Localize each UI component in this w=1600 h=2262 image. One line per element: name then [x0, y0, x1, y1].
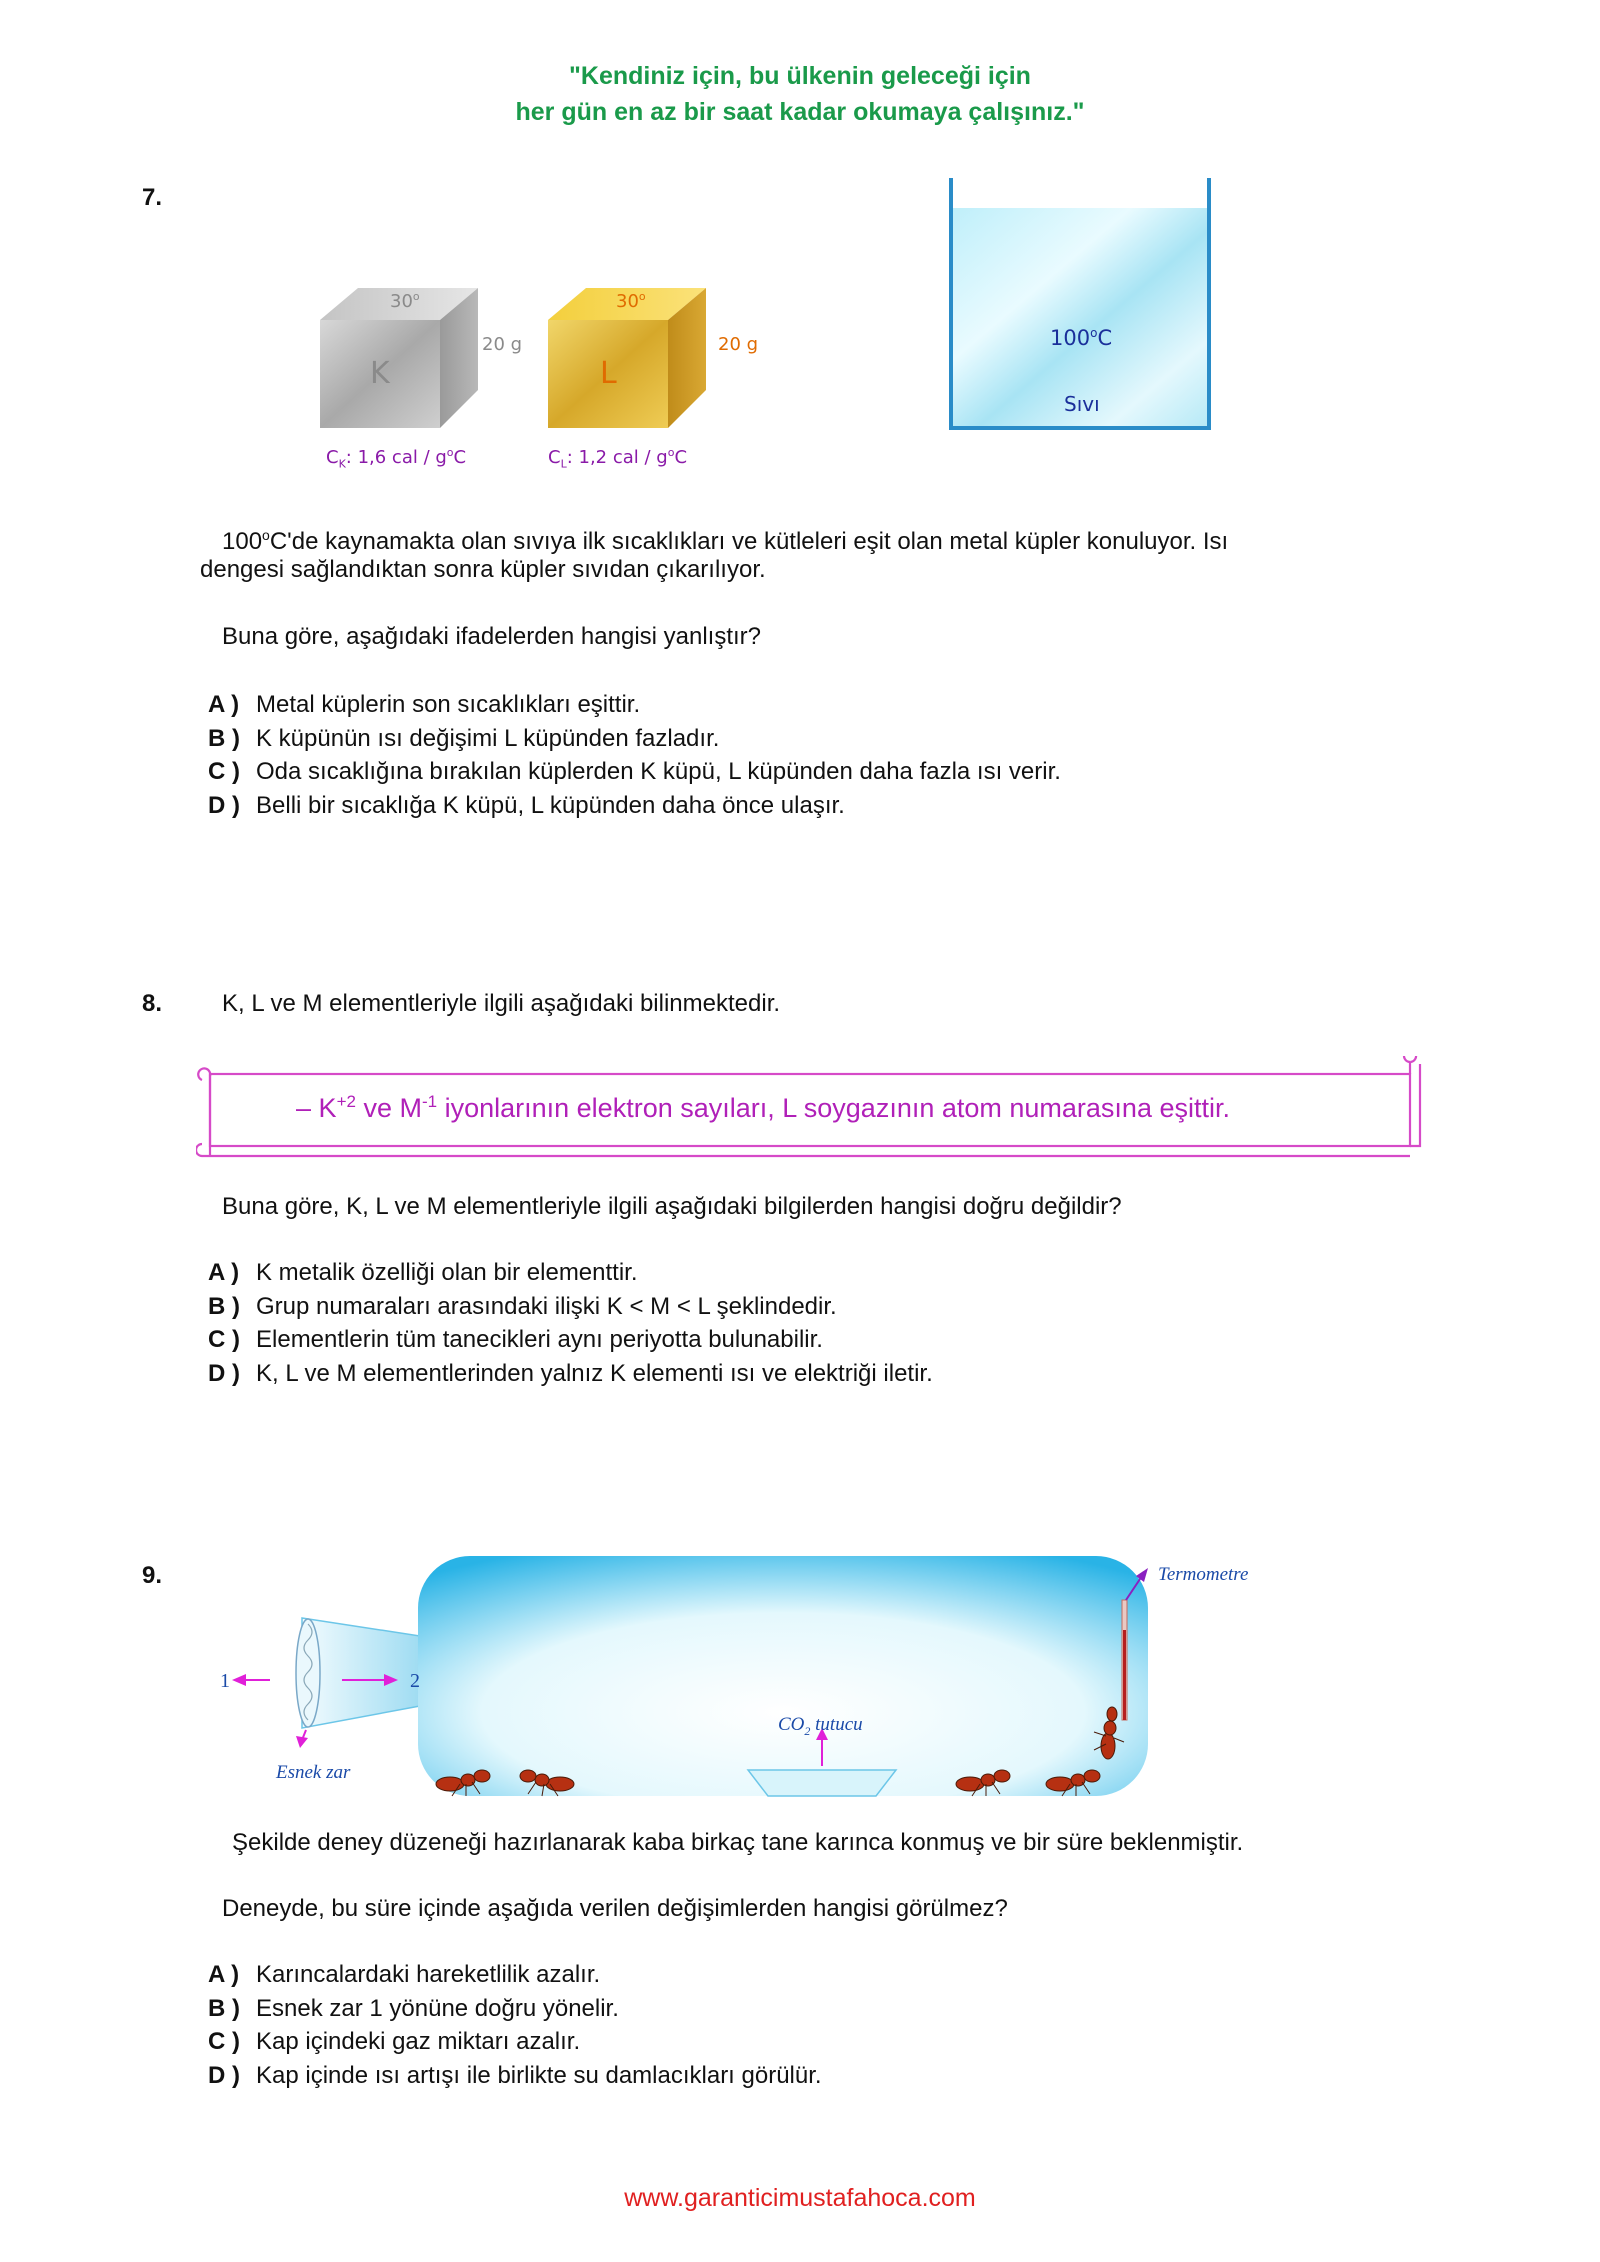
question-7-prompt: Buna göre, aşağıdaki ifadelerden hangisi yanlıştır? — [222, 623, 762, 650]
co2-absorber-dish — [748, 1770, 896, 1796]
footer-website-link[interactable]: www.garanticimustafahoca.com — [624, 2184, 976, 2212]
question-8-prompt: Buna göre, K, L ve M elementleriyle ilgili aşağıdaki bilgilerden hangisi doğru değildir? — [222, 1193, 1122, 1220]
cube-l-temperature: 30$^o$ — [616, 290, 646, 312]
option-b[interactable]: B ) Esnek zar 1 yönüne doğru yönelir. — [208, 1994, 619, 2022]
question-8-options — [208, 1256, 933, 1390]
option-d[interactable]: D ) Kap içinde ısı artışı ile birlikte su damlacıkları görülür. — [208, 2061, 822, 2089]
question-7-number: 7. — [142, 184, 163, 211]
motto-line-1: "Kendiniz için, bu ülkenin geleceği için — [569, 62, 1031, 90]
question-9-number: 9. — [142, 1562, 163, 1589]
scroll-statement: – $K^{+2}$ ve $M^{-1}$ iyonlarının elektron sayıları, L soygazının atom numarasına eşittir. — [296, 1092, 1230, 1123]
question-7-stem-line-1: 100$^o$C'de kaynamakta olan sıvıya ilk sıcaklıkları ve kütleleri eşit olan metal küpler konuluyor. Isı — [222, 527, 1229, 555]
option-a[interactable]: A ) Metal küplerin son sıcaklıkları eşittir. — [208, 691, 641, 718]
question-8-number: 8. — [142, 990, 163, 1017]
beaker-liquid-label: Sıvı — [1064, 392, 1100, 416]
cube-l-specific-heat: $C_L$: 1,2 cal / $g^oC$ — [548, 446, 688, 471]
elastic-membrane — [296, 1619, 320, 1727]
cube-k-specific-heat: $C_K$: 1,6 cal / $g^oC$ — [326, 446, 467, 471]
question-8-intro: K, L ve M elementleriyle ilgili aşağıdaki bilinmektedir. — [222, 990, 781, 1017]
jar-body — [418, 1556, 1148, 1796]
question-9-prompt: Deneyde, bu süre içinde aşağıda verilen değişimlerden hangisi görülmez? — [222, 1895, 1008, 1922]
cube-k-mass: 20 g — [482, 334, 523, 355]
question-9-stem: Şekilde deney düzeneği hazırlanarak kaba birkaç tane karınca konmuş ve bir süre beklenmiştir. — [232, 1829, 1244, 1856]
ant-experiment-figure — [210, 1540, 1290, 1810]
option-c[interactable]: C ) Kap içindeki gaz miktarı azalır. — [208, 2028, 581, 2055]
thermometer-label: Termometre — [1158, 1564, 1249, 1585]
option-b[interactable]: B ) Grup numaraları arasındaki ilişki K < M < L şeklindedir. — [208, 1292, 837, 1320]
cube-l-letter: L — [600, 356, 617, 391]
option-a[interactable]: A ) K metalik özelliği olan bir elementtir. — [208, 1259, 638, 1286]
option-d[interactable]: D ) K, L ve M elementlerinden yalnız K elementi ısı ve elektriği iletir. — [208, 1359, 933, 1387]
motto-line-2: her gün en az bir saat kadar okumaya çalışınız." — [515, 98, 1085, 126]
option-a[interactable]: A ) Karıncalardaki hareketlilik azalır. — [208, 1961, 601, 1988]
question-7-options — [208, 688, 1061, 822]
direction-1-label: 1 — [220, 1670, 230, 1692]
option-c[interactable]: C ) Elementlerin tüm tanecikleri aynı periyotta bulunabilir. — [208, 1326, 823, 1353]
cube-k-temperature: 30$^o$ — [390, 290, 420, 312]
question-7-stem-line-2: dengesi sağlandıktan sonra küpler sıvıdan çıkarılıyor. — [200, 556, 766, 583]
option-b[interactable]: B ) K küpünün ısı değişimi L küpünden fazladır. — [208, 724, 720, 752]
question-9-options — [208, 1958, 822, 2092]
option-c[interactable]: C ) Oda sıcaklığına bırakılan küplerden K küpü, L küpünden daha fazla ısı verir. — [208, 758, 1061, 785]
co2-absorber-label: $CO_2$ tutucu — [778, 1714, 863, 1738]
beaker-temperature: 100$^o$C — [1050, 326, 1113, 350]
option-d[interactable]: D ) Belli bir sıcaklığa K küpü, L küpünden daha önce ulaşır. — [208, 791, 845, 819]
direction-2-label: 2 — [410, 1670, 420, 1692]
cube-k-letter: K — [370, 356, 390, 391]
cube-l-mass: 20 g — [718, 334, 759, 355]
elastic-membrane-label: Esnek zar — [276, 1762, 351, 1783]
